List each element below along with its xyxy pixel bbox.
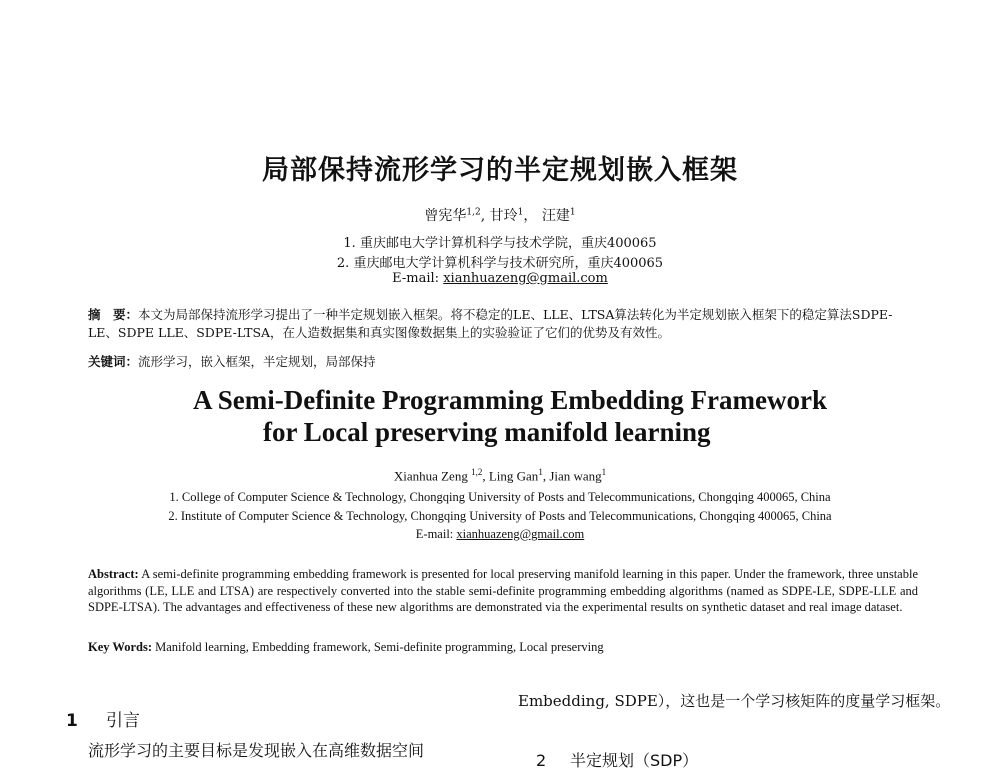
cn-author-3-sup: 1	[569, 207, 576, 218]
en-keywords-text: Manifold learning, Embedding framework, Semi-definite programming, Local preserving	[155, 640, 604, 654]
chinese-email-line	[0, 271, 1000, 286]
english-email-line	[0, 527, 1000, 542]
chinese-authors: 曾宪华$^{1,2}$, 甘玲$^1$， 汪建$^1$	[424, 207, 576, 224]
english-authors: Xianhua Zeng $^{1,2}$, Ling Gan$^1$, Jian wang$^1$	[393, 467, 607, 484]
en-author-3: Jian wang	[549, 468, 602, 484]
section-1-title: 引言	[106, 711, 140, 731]
section-1-number: 1	[66, 711, 78, 731]
chinese-keywords	[88, 352, 918, 370]
en-email-label: E-mail:	[415, 527, 454, 541]
en-abstract-label: Abstract:	[88, 567, 139, 581]
english-affiliation-1: 1. College of Computer Science & Technology, Chongqing University of Posts and Telecommunications, Chongqing 400065, China	[169, 490, 831, 504]
en-author-3-sup: 1	[601, 467, 607, 477]
english-title-line-2: for Local preserving manifold learning	[263, 417, 711, 447]
en-author-2: Ling Gan	[488, 468, 539, 484]
cn-author-1-sup: 1,2	[466, 207, 481, 218]
cn-abstract-text: 本文为局部保持流形学习提出了一种半定规划嵌入框架。将不稳定的LE、LLE、LTSA算法转化为半定规划嵌入框架下的稳定算法SDPE-LE、SDPE LLE、SDPE-LTSA，在人造数据集和真实图像数据集上的实验验证了它们的优势及有效性。	[88, 307, 893, 340]
en-author-1-sup: 1,2	[471, 467, 483, 477]
cn-keywords-text: 流形学习，嵌入框架，半定规划，局部保持	[138, 354, 376, 369]
english-keywords	[88, 640, 918, 655]
cn-email-label: E-mail:	[392, 271, 440, 286]
cn-author-2-sup: 1	[517, 207, 524, 218]
right-column-paragraph: Embedding, SDPE），这也是一个学习核矩阵的度量学习框架。	[518, 692, 951, 710]
en-keywords-label: Key Words:	[88, 640, 153, 654]
en-author-1: Xianhua Zeng	[393, 468, 468, 484]
section-2-title: 半定规划（SDP）	[570, 751, 699, 770]
chinese-title: 局部保持流形学习的半定规划嵌入框架	[262, 155, 738, 186]
chinese-affiliation-1: 1. 重庆邮电大学计算机科学与技术学院，重庆400065	[343, 236, 657, 251]
english-title-line-1: A Semi-Definite Programming Embedding Framework	[193, 385, 827, 415]
left-column-paragraph: 流形学习的主要目标是发现嵌入在高维数据空间	[88, 741, 425, 760]
cn-author-1: 曾宪华	[424, 208, 467, 224]
chinese-affiliation-2: 2. 重庆邮电大学计算机科学与技术研究所，重庆400065	[336, 256, 664, 271]
cn-email-link[interactable]: xianhuazeng@gmail.com	[443, 271, 608, 286]
cn-author-2: 甘玲	[489, 208, 518, 224]
section-2-number: 2	[536, 751, 547, 770]
cn-keywords-label: 关键词：	[88, 354, 139, 369]
chinese-abstract	[88, 306, 918, 342]
en-abstract-text: A semi-definite programming embedding framework is presented for local preserving manifold learning in this paper. Under the framework, three unstable algorithms (LE, LLE and LTSA) are respectively converted into the stable semi-definite programming embedding algorithms (named as SDPE-LE, SDPE-LLE and SDPE-LTSA). The advantages and effectiveness of these new algorithms are demonstrated via the experimental results on synthetic dataset and real image dataset.	[88, 567, 918, 614]
en-email-link[interactable]: xianhuazeng@gmail.com	[456, 527, 585, 541]
en-author-2-sup: 1	[538, 467, 543, 477]
english-title	[0, 384, 1000, 448]
cn-abstract-label: 摘 要：	[88, 307, 139, 322]
english-abstract	[88, 566, 918, 616]
section-1-heading	[66, 706, 140, 731]
cn-author-3: 汪建	[541, 208, 570, 224]
english-affiliation-2: 2. Institute of Computer Science & Technology, Chongqing University of Posts and Telecommunications, Chongqing 400065, China	[168, 509, 832, 523]
